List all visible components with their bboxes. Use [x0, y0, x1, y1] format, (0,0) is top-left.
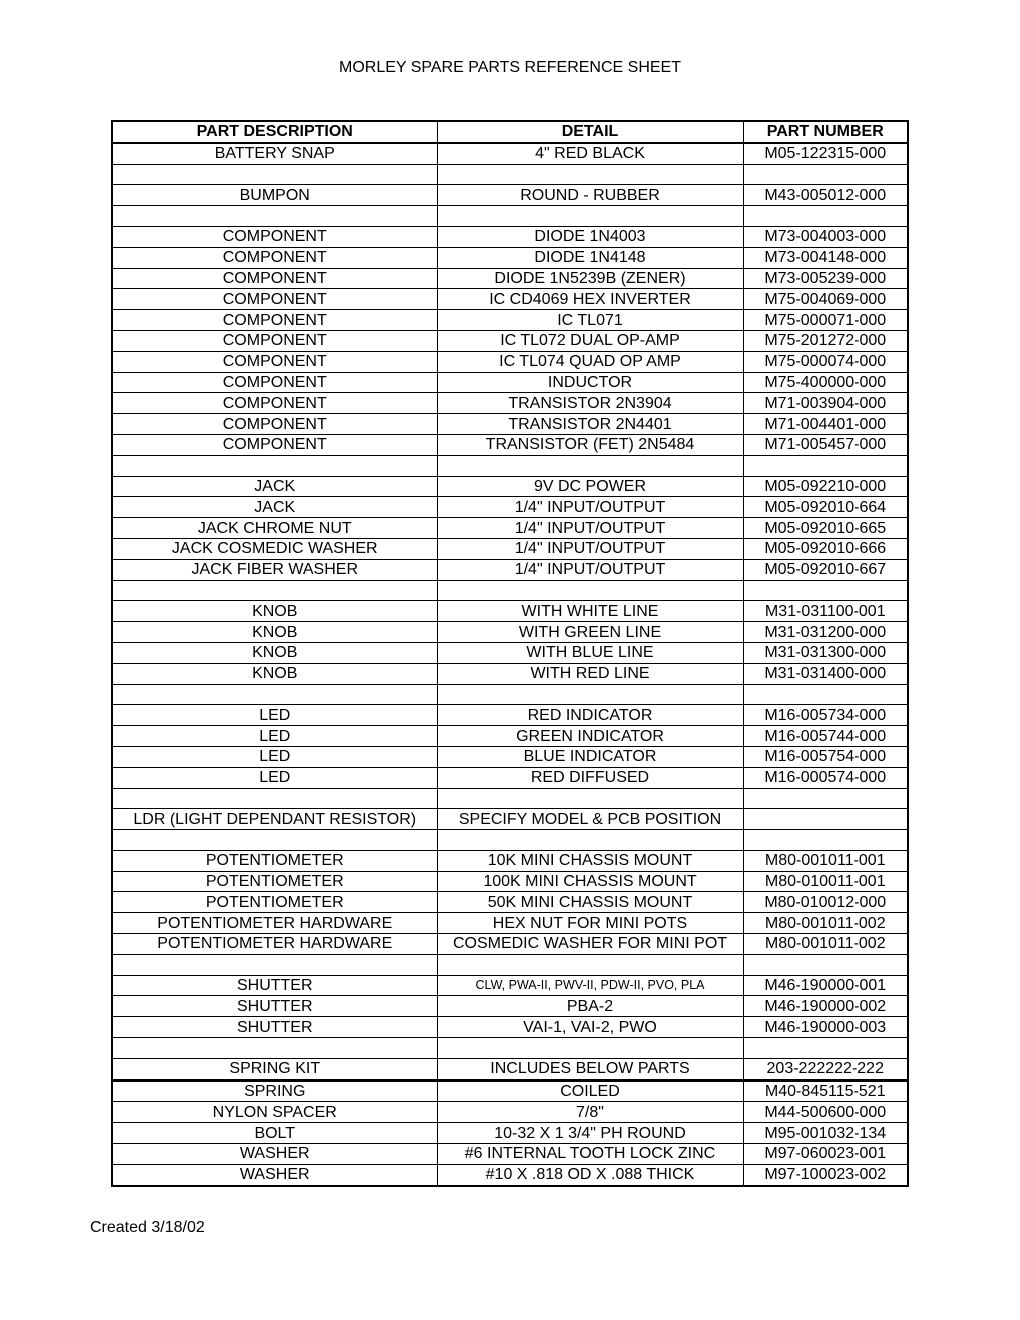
part-description-cell: BATTERY SNAP [112, 143, 437, 164]
detail-cell [437, 1038, 743, 1059]
part-description-cell: COMPONENT [112, 226, 437, 247]
part-description-cell: KNOB [112, 622, 437, 643]
part-number-cell: M75-000071-000 [743, 310, 908, 331]
part-number-cell: M05-092010-666 [743, 538, 908, 559]
table-row [112, 975, 908, 996]
part-number-cell [743, 1038, 908, 1059]
detail-cell [437, 830, 743, 851]
table-row [112, 1058, 908, 1080]
part-number-cell: M31-031100-001 [743, 601, 908, 622]
part-description-cell: SPRING [112, 1080, 437, 1102]
part-description-cell: COMPONENT [112, 393, 437, 414]
part-number-cell: M80-010011-001 [743, 871, 908, 892]
table-row [112, 954, 908, 975]
table-row [112, 934, 908, 955]
detail-cell: DIODE 1N5239B (ZENER) [437, 268, 743, 289]
page-title: MORLEY SPARE PARTS REFERENCE SHEET [338, 59, 681, 76]
detail-cell [437, 206, 743, 227]
created-date: Created 3/18/02 [90, 1219, 205, 1236]
detail-cell: BLUE INDICATOR [437, 746, 743, 767]
detail-cell: 100K MINI CHASSIS MOUNT [437, 871, 743, 892]
table-row [112, 351, 908, 372]
detail-cell: 1/4" INPUT/OUTPUT [437, 497, 743, 518]
part-number-cell [743, 788, 908, 809]
detail-cell: #10 X .818 OD X .088 THICK [437, 1164, 743, 1185]
table-row [112, 850, 908, 871]
table-row [112, 642, 908, 663]
part-number-cell: M05-092010-665 [743, 518, 908, 539]
table-row [112, 518, 908, 539]
table-row [112, 414, 908, 435]
part-description-cell: JACK [112, 476, 437, 497]
detail-cell [437, 164, 743, 185]
parts-table-body [112, 143, 908, 1186]
part-number-cell: M44-500600-000 [743, 1102, 908, 1123]
part-number-cell: M05-092210-000 [743, 476, 908, 497]
detail-cell: DIODE 1N4003 [437, 226, 743, 247]
part-number-cell: M75-400000-000 [743, 372, 908, 393]
detail-cell: IC TL072 DUAL OP-AMP [437, 330, 743, 351]
detail-cell [437, 580, 743, 601]
part-number-cell [743, 954, 908, 975]
detail-cell [437, 684, 743, 705]
part-number-cell: M16-005734-000 [743, 705, 908, 726]
part-number-cell: M40-845115-521 [743, 1080, 908, 1102]
part-description-cell [112, 684, 437, 705]
table-row [112, 580, 908, 601]
part-description-cell: SHUTTER [112, 1017, 437, 1038]
part-description-cell: WASHER [112, 1144, 437, 1165]
part-number-cell: M80-001011-002 [743, 934, 908, 955]
detail-cell: 1/4" INPUT/OUTPUT [437, 518, 743, 539]
header-detail: DETAIL [437, 121, 743, 143]
part-number-cell: M46-190000-001 [743, 975, 908, 996]
part-number-cell: M71-003904-000 [743, 393, 908, 414]
part-description-cell: JACK FIBER WASHER [112, 559, 437, 580]
part-number-cell [743, 164, 908, 185]
table-row [112, 185, 908, 206]
part-description-cell: SHUTTER [112, 975, 437, 996]
table-row [112, 913, 908, 934]
detail-cell: TRANSISTOR 2N3904 [437, 393, 743, 414]
part-description-cell: POTENTIOMETER [112, 850, 437, 871]
table-row [112, 996, 908, 1017]
detail-cell: PBA-2 [437, 996, 743, 1017]
table-row [112, 559, 908, 580]
part-description-cell: BOLT [112, 1123, 437, 1144]
part-number-cell: M16-005744-000 [743, 726, 908, 747]
part-description-cell: NYLON SPACER [112, 1102, 437, 1123]
table-row [112, 289, 908, 310]
detail-cell: 1/4" INPUT/OUTPUT [437, 559, 743, 580]
part-number-cell [743, 580, 908, 601]
detail-cell: VAI-1, VAI-2, PWO [437, 1017, 743, 1038]
part-description-cell: SHUTTER [112, 996, 437, 1017]
table-row [112, 809, 908, 830]
part-number-cell: M16-000574-000 [743, 767, 908, 788]
part-number-cell [743, 809, 908, 830]
table-row [112, 622, 908, 643]
table-row [112, 746, 908, 767]
table-row [112, 476, 908, 497]
table-row [112, 788, 908, 809]
detail-cell: WITH GREEN LINE [437, 622, 743, 643]
header-part-description: PART DESCRIPTION [112, 121, 437, 143]
detail-cell: #6 INTERNAL TOOTH LOCK ZINC [437, 1144, 743, 1165]
table-row [112, 830, 908, 851]
part-description-cell: COMPONENT [112, 310, 437, 331]
part-description-cell: COMPONENT [112, 289, 437, 310]
part-number-cell [743, 830, 908, 851]
part-number-cell: M31-031300-000 [743, 642, 908, 663]
table-row [112, 1017, 908, 1038]
table-row [112, 268, 908, 289]
detail-cell: IC CD4069 HEX INVERTER [437, 289, 743, 310]
detail-cell: WITH WHITE LINE [437, 601, 743, 622]
part-description-cell: COMPONENT [112, 268, 437, 289]
detail-cell: 10K MINI CHASSIS MOUNT [437, 850, 743, 871]
part-description-cell: KNOB [112, 601, 437, 622]
part-number-cell: M05-092010-664 [743, 497, 908, 518]
detail-cell: GREEN INDICATOR [437, 726, 743, 747]
table-row [112, 393, 908, 414]
part-number-cell [743, 455, 908, 476]
part-description-cell: LED [112, 746, 437, 767]
table-row [112, 726, 908, 747]
detail-cell: IC TL074 QUAD OP AMP [437, 351, 743, 372]
detail-cell: 7/8" [437, 1102, 743, 1123]
part-description-cell: LED [112, 705, 437, 726]
table-row [112, 206, 908, 227]
part-number-cell: M71-005457-000 [743, 434, 908, 455]
table-row [112, 372, 908, 393]
part-description-cell: POTENTIOMETER HARDWARE [112, 934, 437, 955]
part-number-cell [743, 206, 908, 227]
detail-cell: WITH RED LINE [437, 663, 743, 684]
part-description-cell [112, 1038, 437, 1059]
table-row [112, 497, 908, 518]
part-number-cell: 203-222222-222 [743, 1058, 908, 1080]
detail-cell: 1/4" INPUT/OUTPUT [437, 538, 743, 559]
part-description-cell [112, 580, 437, 601]
part-number-cell: M97-060023-001 [743, 1144, 908, 1165]
detail-cell: DIODE 1N4148 [437, 247, 743, 268]
table-row [112, 601, 908, 622]
part-number-cell: M80-001011-002 [743, 913, 908, 934]
part-number-cell [743, 684, 908, 705]
part-description-cell: BUMPON [112, 185, 437, 206]
part-description-cell [112, 164, 437, 185]
table-row [112, 1038, 908, 1059]
table-row [112, 538, 908, 559]
part-description-cell: LDR (LIGHT DEPENDANT RESISTOR) [112, 809, 437, 830]
table-row [112, 455, 908, 476]
table-row [112, 767, 908, 788]
part-number-cell: M31-031200-000 [743, 622, 908, 643]
table-row [112, 1164, 908, 1185]
detail-cell: SPECIFY MODEL & PCB POSITION [437, 809, 743, 830]
part-description-cell: LED [112, 726, 437, 747]
part-description-cell [112, 455, 437, 476]
part-description-cell: WASHER [112, 1164, 437, 1185]
detail-cell [437, 788, 743, 809]
table-row [112, 663, 908, 684]
part-description-cell: KNOB [112, 663, 437, 684]
part-number-cell: M46-190000-003 [743, 1017, 908, 1038]
detail-cell: COSMEDIC WASHER FOR MINI POT [437, 934, 743, 955]
part-description-cell: COMPONENT [112, 372, 437, 393]
detail-cell: INCLUDES BELOW PARTS [437, 1058, 743, 1080]
part-number-cell: M46-190000-002 [743, 996, 908, 1017]
detail-cell: TRANSISTOR (FET) 2N5484 [437, 434, 743, 455]
detail-cell: 50K MINI CHASSIS MOUNT [437, 892, 743, 913]
part-number-cell: M31-031400-000 [743, 663, 908, 684]
part-description-cell [112, 954, 437, 975]
part-description-cell [112, 788, 437, 809]
part-number-cell: M73-005239-000 [743, 268, 908, 289]
part-description-cell: COMPONENT [112, 247, 437, 268]
detail-cell: INDUCTOR [437, 372, 743, 393]
part-number-cell: M80-010012-000 [743, 892, 908, 913]
table-row [112, 705, 908, 726]
detail-cell: WITH BLUE LINE [437, 642, 743, 663]
part-number-cell: M73-004148-000 [743, 247, 908, 268]
detail-cell: COILED [437, 1080, 743, 1102]
table-row [112, 330, 908, 351]
part-description-cell [112, 830, 437, 851]
part-description-cell: POTENTIOMETER [112, 892, 437, 913]
table-row [112, 226, 908, 247]
table-row [112, 871, 908, 892]
part-number-cell: M73-004003-000 [743, 226, 908, 247]
table-row [112, 892, 908, 913]
table-row [112, 434, 908, 455]
part-description-cell: COMPONENT [112, 414, 437, 435]
table-row [112, 684, 908, 705]
detail-cell: HEX NUT FOR MINI POTS [437, 913, 743, 934]
detail-cell: RED DIFFUSED [437, 767, 743, 788]
detail-cell: TRANSISTOR 2N4401 [437, 414, 743, 435]
table-row [112, 1123, 908, 1144]
part-number-cell: M05-122315-000 [743, 143, 908, 164]
parts-table [111, 120, 909, 1187]
part-description-cell: JACK CHROME NUT [112, 518, 437, 539]
part-description-cell: KNOB [112, 642, 437, 663]
table-header-row [112, 121, 908, 143]
part-description-cell [112, 206, 437, 227]
part-number-cell: M43-005012-000 [743, 185, 908, 206]
part-number-cell: M75-004069-000 [743, 289, 908, 310]
part-number-cell: M05-092010-667 [743, 559, 908, 580]
detail-cell: 4" RED BLACK [437, 143, 743, 164]
part-number-cell: M71-004401-000 [743, 414, 908, 435]
part-number-cell: M75-201272-000 [743, 330, 908, 351]
table-row [112, 164, 908, 185]
detail-cell [437, 455, 743, 476]
part-description-cell: JACK [112, 497, 437, 518]
detail-cell: 10-32 X 1 3/4" PH ROUND [437, 1123, 743, 1144]
part-description-cell: POTENTIOMETER HARDWARE [112, 913, 437, 934]
detail-cell: 9V DC POWER [437, 476, 743, 497]
detail-cell: CLW, PWA-II, PWV-II, PDW-II, PVO, PLA [437, 975, 743, 996]
table-row [112, 310, 908, 331]
header-part-number: PART NUMBER [743, 121, 908, 143]
table-row [112, 1080, 908, 1102]
detail-cell [437, 954, 743, 975]
part-number-cell: M75-000074-000 [743, 351, 908, 372]
part-description-cell: COMPONENT [112, 330, 437, 351]
table-row [112, 1102, 908, 1123]
table-row [112, 143, 908, 164]
part-description-cell: COMPONENT [112, 351, 437, 372]
detail-cell: RED INDICATOR [437, 705, 743, 726]
part-number-cell: M97-100023-002 [743, 1164, 908, 1185]
part-number-cell: M80-001011-001 [743, 850, 908, 871]
part-number-cell: M95-001032-134 [743, 1123, 908, 1144]
part-number-cell: M16-005754-000 [743, 746, 908, 767]
part-description-cell: JACK COSMEDIC WASHER [112, 538, 437, 559]
table-row [112, 247, 908, 268]
part-description-cell: LED [112, 767, 437, 788]
part-description-cell: POTENTIOMETER [112, 871, 437, 892]
part-description-cell: SPRING KIT [112, 1058, 437, 1080]
part-description-cell: COMPONENT [112, 434, 437, 455]
detail-cell: ROUND - RUBBER [437, 185, 743, 206]
table-row [112, 1144, 908, 1165]
detail-cell: IC TL071 [437, 310, 743, 331]
